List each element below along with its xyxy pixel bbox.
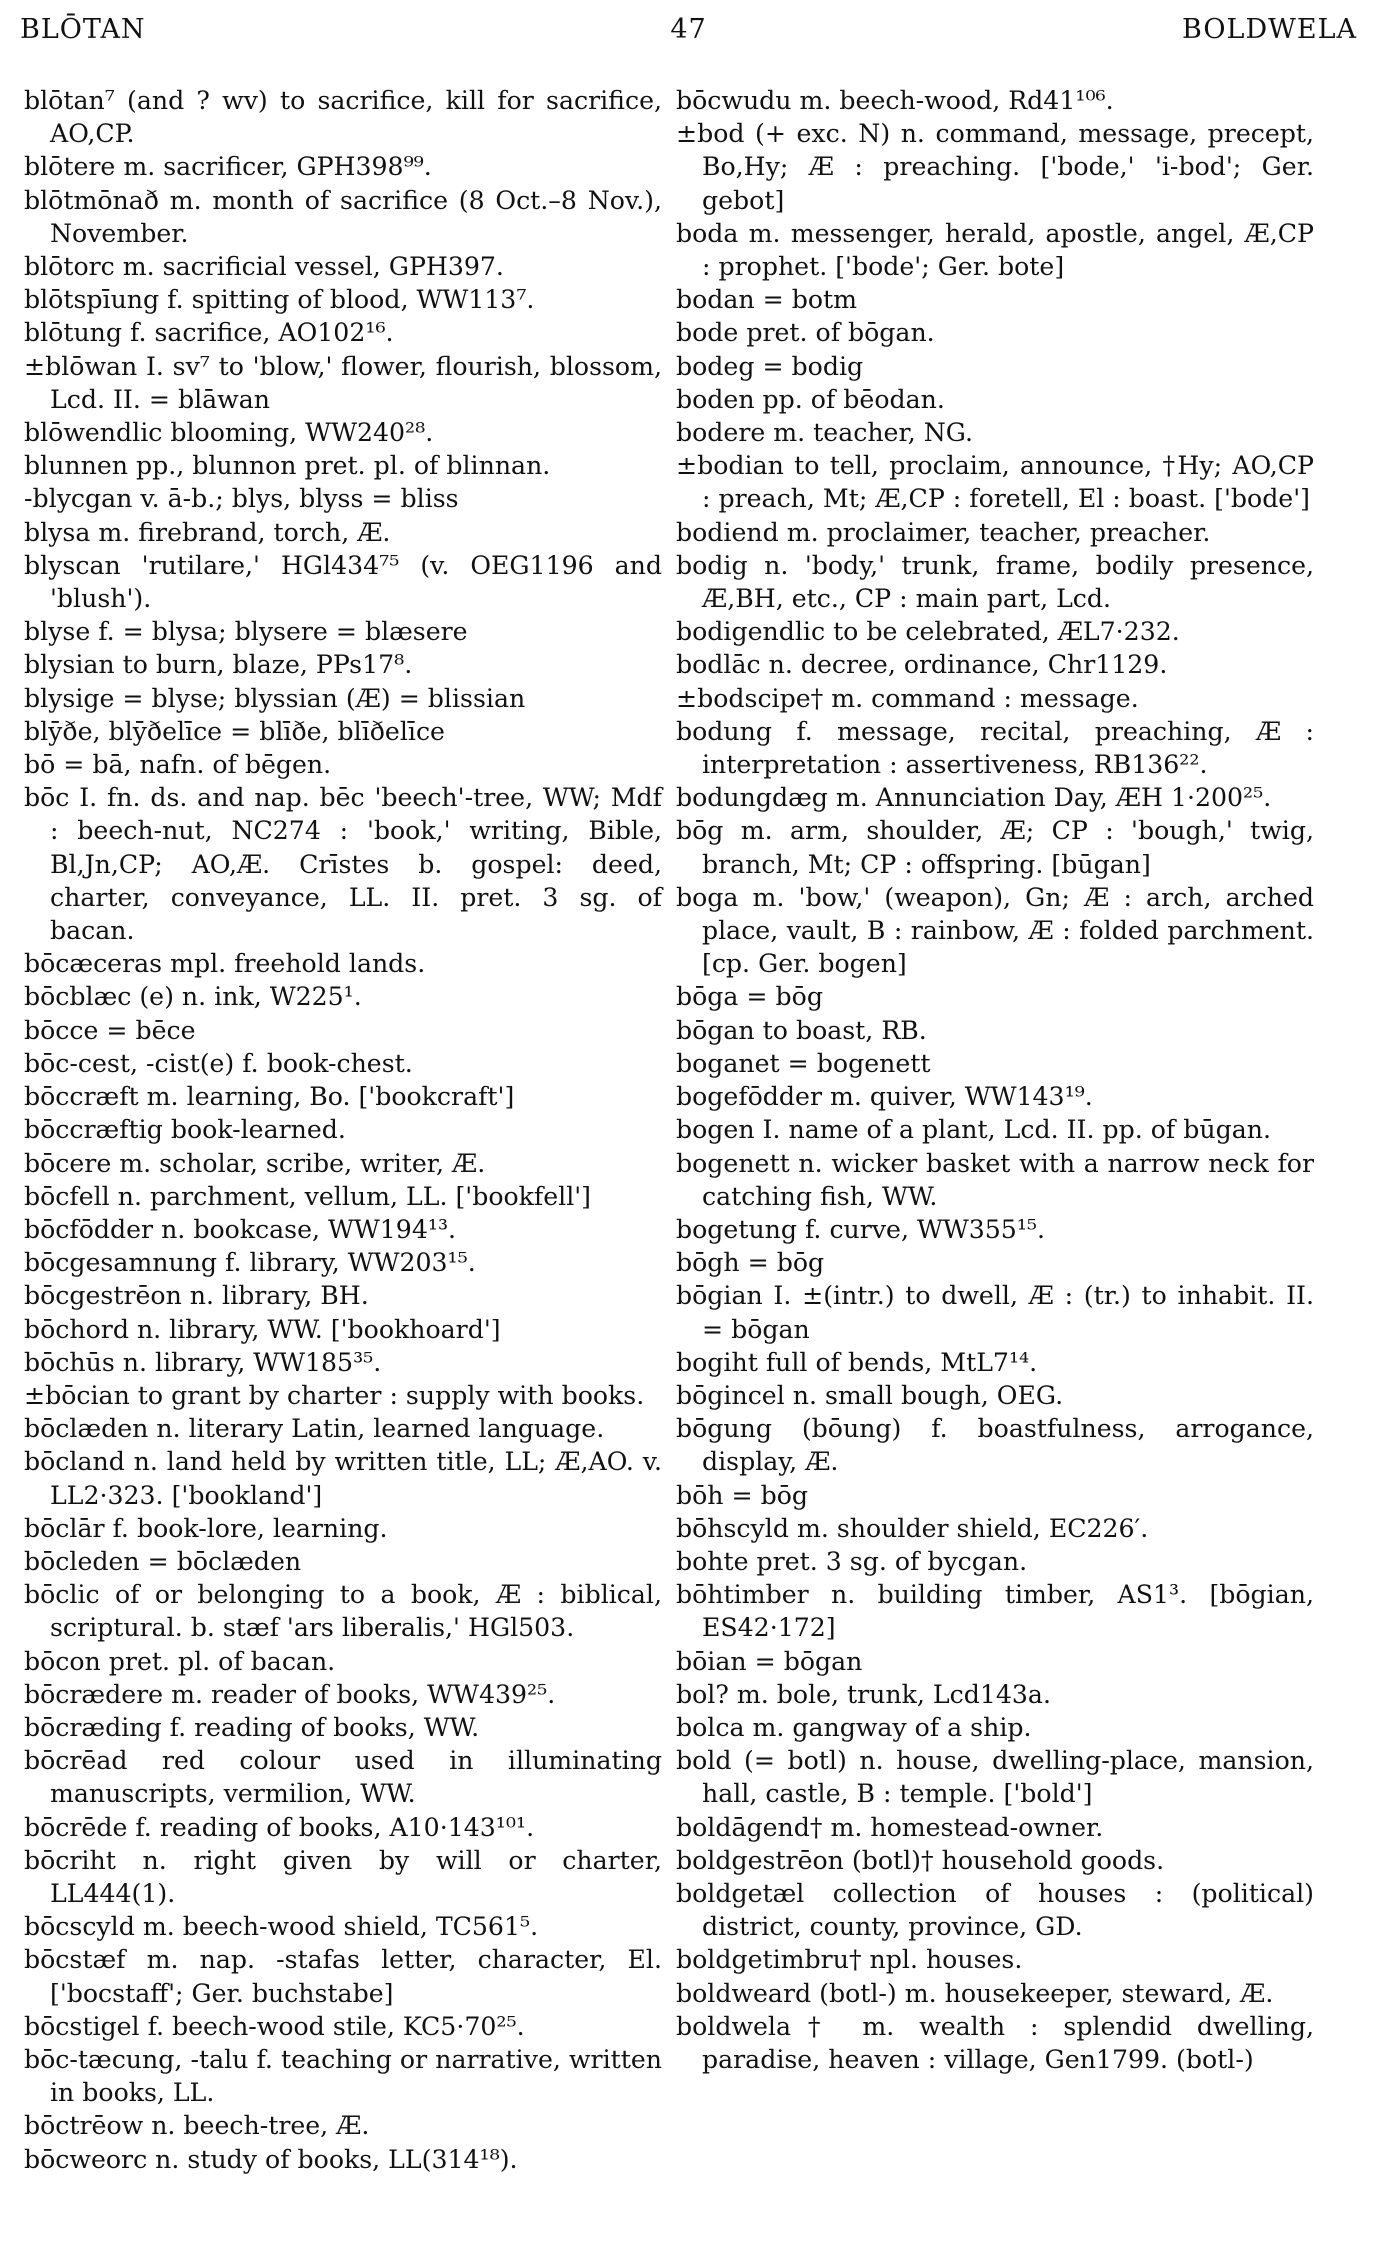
- dictionary-entry: ±blōwan I. sv⁷ to 'blow,' flower, flourish, blossom, Lcd. II. = blāwan: [24, 351, 662, 414]
- dictionary-entry: blysian to burn, blaze, PPs17⁸.: [24, 650, 413, 680]
- dictionary-entry: bōc I. fn. ds. and nap. bēc 'beech'-tree, WW; Mdf : beech-nut, NC274 : 'book,' writing, Bible, Bl,Jn,CP; AO,Æ. Crīstes b. gospel: deed, charter, conveyance, LL. II. pret. 3 sg. of bacan.: [24, 783, 662, 946]
- dictionary-entry: bōhscyld m. shoulder shield, EC226′.: [676, 1513, 1149, 1543]
- dictionary-entry: ±bōcian to grant by charter : supply with books.: [24, 1380, 645, 1410]
- dictionary-entry: bōcon pret. pl. of bacan.: [24, 1646, 336, 1676]
- dictionary-entry: blōtung f. sacrifice, AO102¹⁶.: [24, 318, 394, 348]
- dictionary-entry: blōtan⁷ (and ? wv) to sacrifice, kill for sacrifice, AO,CP.: [24, 86, 662, 149]
- dictionary-entry: blunnen pp., blunnon pret. pl. of blinnan.: [24, 451, 551, 481]
- dictionary-entry: bōgian I. ±(intr.) to dwell, Æ : (tr.) to inhabit. II. = bōgan: [676, 1281, 1314, 1344]
- dictionary-entry: bōcfell n. parchment, vellum, LL. ['bookfell']: [24, 1181, 592, 1211]
- dictionary-entry: boldāgend† m. homestead-owner.: [676, 1812, 1104, 1842]
- dictionary-entry: boldweard (botl-) m. housekeeper, steward, Æ.: [676, 1978, 1274, 2008]
- dictionary-entry: bogen I. name of a plant, Lcd. II. pp. of būgan.: [676, 1115, 1271, 1145]
- dictionary-entry: bold (= botl) n. house, dwelling-place, mansion, hall, castle, B : temple. ['bold']: [676, 1746, 1314, 1809]
- dictionary-entry: bodig n. 'body,' trunk, frame, bodily presence, Æ,BH, etc., CP : main part, Lcd.: [676, 550, 1314, 614]
- dictionary-entry: bodungdæg m. Annunciation Day, ÆH 1·200²⁵.: [676, 783, 1272, 813]
- dictionary-entry: boga m. 'bow,' (weapon), Gn; Æ : arch, arched place, vault, B : rainbow, Æ : folded parchment. [cp. Ger. bogen]: [676, 882, 1314, 979]
- dictionary-entry: bōgh = bōg: [676, 1248, 825, 1278]
- dictionary-entry: blōwendlic blooming, WW240²⁸.: [24, 418, 434, 448]
- dictionary-entry: blyse f. = blysa; blysere = blæsere: [24, 617, 468, 647]
- dictionary-entry: bōcleden = bōclæden: [24, 1546, 302, 1576]
- dictionary-entry: ±bodscipe† m. command : message.: [676, 683, 1139, 713]
- dictionary-entry: bodeg = bodig: [676, 351, 864, 381]
- dictionary-entry: blōtere m. sacrificer, GPH398⁹⁹.: [24, 152, 432, 182]
- page-header: [20, 14, 1357, 54]
- dictionary-entry: bodlāc n. decree, ordinance, Chr1129.: [676, 650, 1168, 680]
- page-number: 47: [670, 14, 707, 45]
- dictionary-entry: bō = bā, nafn. of bēgen.: [24, 750, 332, 780]
- dictionary-entry: bodung f. message, recital, preaching, Æ : interpretation : assertiveness, RB136²².: [676, 716, 1314, 780]
- dictionary-entry: bogefōdder m. quiver, WW143¹⁹.: [676, 1082, 1093, 1112]
- dictionary-entry: bodigendlic to be celebrated, ÆL7·232.: [676, 617, 1180, 647]
- header-right-guide-word: BOLDWELA: [1182, 14, 1357, 45]
- dictionary-entry: bōctrēow n. beech-tree, Æ.: [24, 2111, 370, 2141]
- dictionary-entry: bōcriht n. right given by will or charter, LL444(1).: [24, 1845, 662, 1908]
- header-left-guide-word: BLŌTAN: [20, 14, 146, 45]
- dictionary-entry: bōchūs n. library, WW185³⁵.: [24, 1347, 382, 1377]
- dictionary-entry: bōgan to boast, RB.: [676, 1015, 927, 1045]
- dictionary-entry: bōcscyld m. beech-wood shield, TC561⁵.: [24, 1912, 539, 1942]
- dictionary-entry: bōcwudu m. beech-wood, Rd41¹⁰⁶.: [676, 86, 1114, 115]
- dictionary-entry: bohte pret. 3 sg. of bycgan.: [676, 1546, 1028, 1576]
- dictionary-entry: blōtorc m. sacrificial vessel, GPH397.: [24, 252, 504, 282]
- dictionary-entry: bodan = botm: [676, 285, 858, 315]
- dictionary-entry: -blycgan v. ā-b.; blys, blyss = bliss: [24, 484, 459, 514]
- dictionary-entry: bōcrēde f. reading of books, A10·143¹⁰¹.: [24, 1812, 535, 1842]
- dictionary-entry: bōcstigel f. beech-wood stile, KC5·70²⁵.: [24, 2011, 525, 2041]
- dictionary-entry: bōcce = bēce: [24, 1015, 196, 1045]
- dictionary-entry: blysige = blyse; blyssian (Æ) = blissian: [24, 683, 526, 713]
- dictionary-entry: bogenett n. wicker basket with a narrow neck for catching fish, WW.: [676, 1148, 1314, 1211]
- dictionary-entry: bōc-cest, -cist(e) f. book-chest.: [24, 1048, 413, 1078]
- dictionary-entry: bogetung f. curve, WW355¹⁵.: [676, 1214, 1046, 1244]
- dictionary-entry: bol? m. bole, trunk, Lcd143a.: [676, 1679, 1051, 1709]
- dictionary-entry: boldgetæl collection of houses : (political) district, county, province, GD.: [676, 1878, 1314, 1942]
- dictionary-entry: boda m. messenger, herald, apostle, angel, Æ,CP : prophet. ['bode'; Ger. bote]: [676, 218, 1314, 282]
- dictionary-entry: bōccræftig book-learned.: [24, 1115, 346, 1145]
- dictionary-entry: bōcræding f. reading of books, WW.: [24, 1712, 480, 1742]
- dictionary-entry: bōgung (bōung) f. boastfulness, arrogance, display, Æ.: [676, 1414, 1314, 1477]
- dictionary-entry: bōhtimber n. building timber, AS1³. [bōgian, ES42·172]: [676, 1580, 1314, 1643]
- dictionary-entry: bōclār f. book-lore, learning.: [24, 1513, 388, 1543]
- dictionary-entry: bodiend m. proclaimer, teacher, preacher.: [676, 517, 1211, 547]
- dictionary-entry: bōclic of or belonging to a book, Æ : biblical, scriptural. b. stæf 'ars liberalis,' HGl503.: [24, 1580, 662, 1643]
- dictionary-entry: ±bodian to tell, proclaim, announce, †Hy; AO,CP : preach, Mt; Æ,CP : foretell, El : boast. ['bode']: [676, 451, 1314, 514]
- dictionary-entry: bōcland n. land held by written title, LL; Æ,AO. v. LL2·323. ['bookland']: [24, 1447, 662, 1510]
- dictionary-entry: bōcere m. scholar, scribe, writer, Æ.: [24, 1148, 486, 1178]
- dictionary-entry: bōcweorc n. study of books, LL(314¹⁸).: [24, 2144, 518, 2174]
- dictionary-entry: boldgestrēon (botl)† household goods.: [676, 1845, 1165, 1875]
- dictionary-entry: boldgetimbru† npl. houses.: [676, 1945, 1023, 1975]
- dictionary-entry: bōg m. arm, shoulder, Æ; CP : 'bough,' twig, branch, Mt; CP : offspring. [būgan]: [676, 816, 1314, 879]
- dictionary-entry: bōh = bōg: [676, 1480, 809, 1510]
- dictionary-entry: bōcstæf m. nap. -stafas letter, character, El. ['bocstaff'; Ger. buchstabe]: [24, 1945, 662, 2008]
- dictionary-entry: bōian = bōgan: [676, 1646, 863, 1676]
- dictionary-entry: bōcæceras mpl. freehold lands.: [24, 949, 426, 979]
- dictionary-entry: blȳðe, blȳðelīce = blīðe, blīðelīce: [24, 716, 445, 746]
- dictionary-entry: ±bod (+ exc. N) n. command, message, precept, Bo,Hy; Æ : preaching. ['bode,' 'i-bod'; Ger. gebot]: [676, 119, 1314, 215]
- dictionary-entry: bōcrēad red colour used in illuminating manuscripts, vermilion, WW.: [24, 1746, 662, 1809]
- dictionary-entry: blōtmōnað m. month of sacrifice (8 Oct.–8 Nov.), November.: [24, 185, 662, 248]
- dictionary-entry: blysa m. firebrand, torch, Æ.: [24, 517, 391, 547]
- dictionary-entry: bodere m. teacher, NG.: [676, 418, 973, 448]
- left-column: [24, 84, 662, 2176]
- dictionary-entry: bōcfōdder n. bookcase, WW194¹³.: [24, 1214, 457, 1244]
- dictionary-entry: bōcblæc (e) n. ink, W225¹.: [24, 982, 362, 1012]
- dictionary-entry: bōclæden n. literary Latin, learned language.: [24, 1414, 605, 1444]
- dictionary-entry: bōchord n. library, WW. ['bookhoard']: [24, 1314, 501, 1344]
- dictionary-entry: bōccræft m. learning, Bo. ['bookcraft']: [24, 1082, 515, 1112]
- dictionary-entry: bōga = bōg: [676, 982, 823, 1012]
- dictionary-entry: boganet = bogenett: [676, 1048, 931, 1078]
- right-column: [676, 84, 1314, 2076]
- dictionary-entry: bōcgestrēon n. library, BH.: [24, 1281, 369, 1311]
- dictionary-entry: bōc-tæcung, -talu f. teaching or narrative, written in books, LL.: [24, 2044, 662, 2108]
- dictionary-entry: boldwela† m. wealth : splendid dwelling, paradise, heaven : village, Gen1799. (botl-): [676, 2011, 1314, 2074]
- dictionary-entry: bōcgesamnung f. library, WW203¹⁵.: [24, 1248, 476, 1278]
- dictionary-entry: bode pret. of bōgan.: [676, 318, 935, 348]
- dictionary-entry: bogiht full of bends, MtL7¹⁴.: [676, 1347, 1038, 1377]
- dictionary-entry: boden pp. of bēodan.: [676, 384, 945, 414]
- dictionary-entry: bōcrædere m. reader of books, WW439²⁵.: [24, 1679, 556, 1709]
- dictionary-entry: bolca m. gangway of a ship.: [676, 1712, 1032, 1742]
- dictionary-entry: bōgincel n. small bough, OEG.: [676, 1380, 1064, 1410]
- dictionary-entry: blōtspīung f. spitting of blood, WW113⁷.: [24, 285, 535, 315]
- dictionary-entry: blyscan 'rutilare,' HGl434⁷⁵ (v. OEG1196 and 'blush').: [24, 550, 662, 614]
